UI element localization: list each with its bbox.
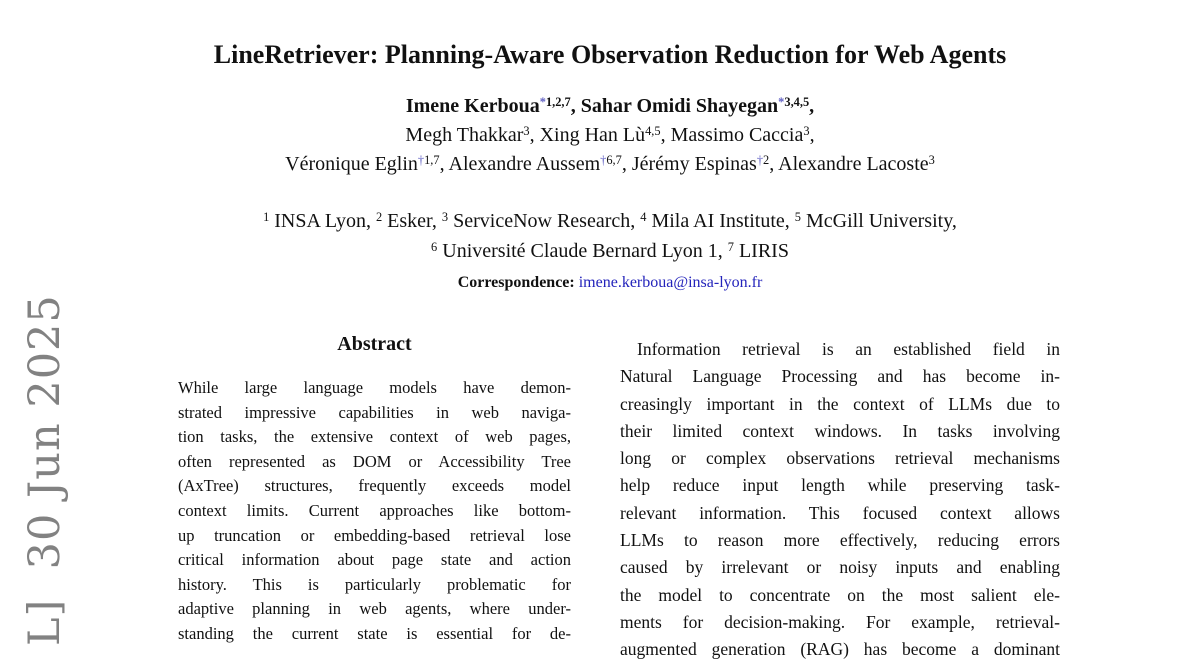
author xyxy=(405,124,539,146)
abstract-body xyxy=(178,376,571,647)
body-text-line-partial: augmented generation (RAG) has become a dominant xyxy=(620,639,1060,660)
abstract-text-line: often represented as DOM or Accessibility Tree xyxy=(178,451,571,471)
author-name: Véronique Eglin xyxy=(285,153,418,175)
affiliation-sup: 4 xyxy=(640,210,647,225)
author xyxy=(581,95,814,117)
author-affil-sup: 3 xyxy=(803,124,810,139)
author-name: Alexandre Aussem xyxy=(448,153,601,175)
body-text-line: help reduce input length while preserving task- xyxy=(620,475,1060,496)
footnote-marker-icon: † xyxy=(417,153,425,168)
affiliation-name: Université Claude Bernard Lyon 1, xyxy=(437,240,728,262)
author-separator: , xyxy=(439,153,449,175)
affiliation-sup: 7 xyxy=(727,240,734,255)
author-affil-sup: 2 xyxy=(763,153,770,168)
author-name: Alexandre Lacoste xyxy=(778,153,929,175)
affiliation-name: INSA Lyon, xyxy=(269,210,376,232)
body-text-line: the model to concentrate on the most salient ele- xyxy=(620,584,1060,605)
author-affil-sup: 1,2,7 xyxy=(545,95,571,110)
affiliation-name: ServiceNow Research, xyxy=(448,210,641,232)
affiliation xyxy=(431,240,728,262)
abstract-text-line: (AxTree) structures, frequently exceeds model xyxy=(178,476,571,496)
abstract-text-line: context limits. Current approaches like bottom- xyxy=(178,500,571,520)
author-separator: , xyxy=(529,124,540,146)
author-separator: , xyxy=(809,95,815,117)
affiliation-sup: 6 xyxy=(431,240,438,255)
author xyxy=(449,153,632,175)
author-name: Massimo Caccia xyxy=(670,124,804,146)
page-title: LineRetriever: Planning-Aware Observation Reduction for Web Agents xyxy=(213,40,1007,69)
body-text-line: their limited context windows. In tasks involving xyxy=(620,420,1060,441)
author xyxy=(540,124,671,146)
author-line xyxy=(20,95,1200,118)
author-name: Imene Kerboua xyxy=(405,95,540,117)
affiliation-sup: 3 xyxy=(441,210,449,225)
author-affil-sup: 3 xyxy=(928,153,935,168)
footnote-marker-icon: * xyxy=(778,95,785,110)
affiliation-name: Mila AI Institute, xyxy=(646,210,795,232)
body-text-line: Information retrieval is an established field in xyxy=(637,339,1060,359)
author-separator: , xyxy=(570,95,581,117)
author-name: Xing Han Lù xyxy=(539,124,646,146)
arxiv-stamp: L] 30 Jun 2025 xyxy=(20,294,70,646)
abstract-text-line: While large language models have demon- xyxy=(178,378,571,397)
author-separator: , xyxy=(621,153,632,175)
affiliation-sup: 5 xyxy=(794,210,801,225)
author-name: Sahar Omidi Shayegan xyxy=(580,95,779,117)
author-line xyxy=(20,153,1200,176)
author-separator: , xyxy=(660,124,671,146)
author xyxy=(406,95,581,117)
author-name: Megh Thakkar xyxy=(405,124,524,146)
author-affil-sup: 3 xyxy=(523,124,530,139)
abstract-heading: Abstract xyxy=(337,333,412,355)
abstract-text-line: strated impressive capabilities in web naviga- xyxy=(178,402,571,422)
affiliation xyxy=(640,210,795,232)
author-separator: , xyxy=(809,124,815,146)
author-affil-sup: 6,7 xyxy=(606,153,622,168)
affiliation-sup: 2 xyxy=(375,210,383,225)
author-affil-sup: 1,7 xyxy=(424,153,440,168)
author-affil-sup: 3,4,5 xyxy=(784,95,810,110)
body-text-line: Natural Language Processing and has become in- xyxy=(620,366,1060,387)
body-text-line: caused by irrelevant or noisy inputs and enabling xyxy=(620,557,1060,578)
abstract-text-line: adaptive planning in web agents, where under- xyxy=(178,599,571,619)
affiliation xyxy=(795,210,957,232)
author xyxy=(632,153,778,175)
author-separator: , xyxy=(769,153,779,175)
body-text-line: creasingly important in the context of LLMs due to xyxy=(620,393,1060,414)
correspondence-email-link[interactable]: imene.kerboua@insa-lyon.fr xyxy=(578,274,763,291)
author-affil-sup: 4,5 xyxy=(645,124,661,139)
body-text-line: ments for decision-making. For example, retrieval- xyxy=(620,611,1060,632)
author xyxy=(285,153,448,175)
body-text-line: LLMs to reason more effectively, reducing errors xyxy=(620,530,1060,551)
author-name: Jérémy Espinas xyxy=(631,153,757,175)
affiliation xyxy=(728,240,789,262)
affiliation-name: LIRIS xyxy=(733,240,789,262)
author-line xyxy=(20,124,1200,147)
abstract-text-line: critical information about page state and action xyxy=(178,550,571,570)
affiliation-sup: 1 xyxy=(263,210,270,225)
abstract-text-line: standing the current state is essential for de- xyxy=(178,623,571,643)
footnote-marker-icon: † xyxy=(756,153,764,168)
footnote-marker-icon: * xyxy=(539,95,546,110)
affiliation xyxy=(263,210,376,232)
affiliation-name: Esker, xyxy=(382,210,442,232)
author xyxy=(671,124,815,146)
footnote-marker-icon: † xyxy=(600,153,607,168)
affiliation-name: McGill University, xyxy=(801,210,957,232)
abstract-text-line: history. This is particularly problematic for xyxy=(178,574,571,594)
correspondence-label: Correspondence: xyxy=(457,274,575,291)
body-right-column xyxy=(620,336,1060,664)
author xyxy=(778,153,935,175)
abstract-text-line: tion tasks, the extensive context of web pages, xyxy=(178,427,571,447)
affiliation-line xyxy=(20,210,1200,233)
affiliation xyxy=(442,210,640,232)
body-text-line: long or complex observations retrieval mechanisms xyxy=(620,448,1060,469)
body-text-line: relevant information. This focused context allows xyxy=(620,502,1060,523)
abstract-text-line: up truncation or embedding-based retrieval lose xyxy=(178,525,571,545)
affiliation xyxy=(376,210,442,232)
affiliation-line xyxy=(20,240,1200,263)
correspondence-line xyxy=(20,274,1200,292)
